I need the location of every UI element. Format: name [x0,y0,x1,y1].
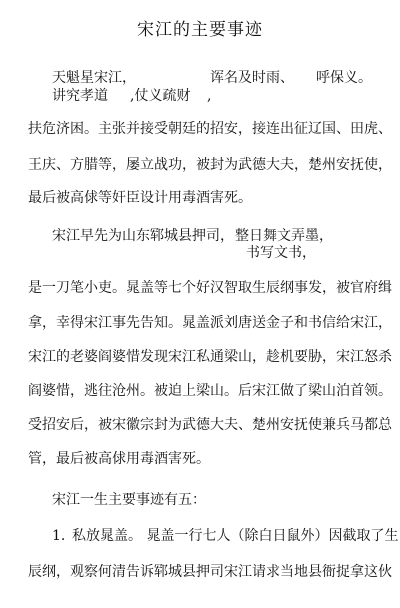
paragraph-2-line-4: 阎婆惜，逃往沧州。被迫上梁山。后宋江做了梁山泊首领。 [28,383,392,399]
paragraph-3: 宋江一生主要事迹有五： [52,492,206,508]
intro-line-2-part-3: , [207,88,212,104]
list-item-number: 1. [52,528,66,544]
intro-line-1-part-3: 呼保义。 [316,70,372,86]
list-item-line-1: 私放晁盖。 晁盖一行七人（除白日鼠外）因截取了生 [72,528,399,544]
intro-line-1-part-2: 诨名及时雨、 [210,70,294,86]
intro-line-1-part-1: 天魁星宋江， [52,70,136,86]
intro-line-2-part-1: 讲究孝道 [52,88,108,104]
paragraph-2-line-2: 拿，幸得宋江事先告知。晁盖派刘唐送金子和书信给宋江， [28,315,392,331]
page-title: 宋江的主要事迹 [137,20,263,40]
paragraph-2-first-part-2: 整日舞文弄墨， [235,228,333,244]
paragraph-1-line-1: 扶危济困。主张并接受朝廷的招安，接连出征辽国、田虎、 [28,121,392,137]
paragraph-2-line-6: 管，最后被高俅用毒酒害死。 [28,451,210,467]
paragraph-1-line-3: 最后被高俅等奸臣设计用毒酒害死。 [28,190,252,206]
paragraph-2-line-3: 宋江的老婆阎婆惜发现宋江私通梁山，趁机要胁，宋江怒杀 [28,349,392,365]
paragraph-1-line-2: 王庆、方腊等，屡立战功，被封为武德大夫，楚州安抚使， [28,157,392,173]
paragraph-2-first-part-1: 宋江早先为山东郓城县押司， [52,228,234,244]
paragraph-2-second-line: 书写文书， [246,245,316,261]
paragraph-2-line-1: 是一刀笔小吏。晁盖等七个好汉智取生辰纲事发，被官府缉 [28,280,392,296]
intro-line-2-part-2: ,仗义疏财 [130,88,191,104]
paragraph-2-line-5: 受招安后，被宋徽宗封为武德大夫、楚州安抚使兼兵马都总 [28,417,392,433]
list-item-line-2: 辰纲，观察何清告诉郓城县押司宋江请求当地县衙捉拿这伙 [28,564,392,580]
